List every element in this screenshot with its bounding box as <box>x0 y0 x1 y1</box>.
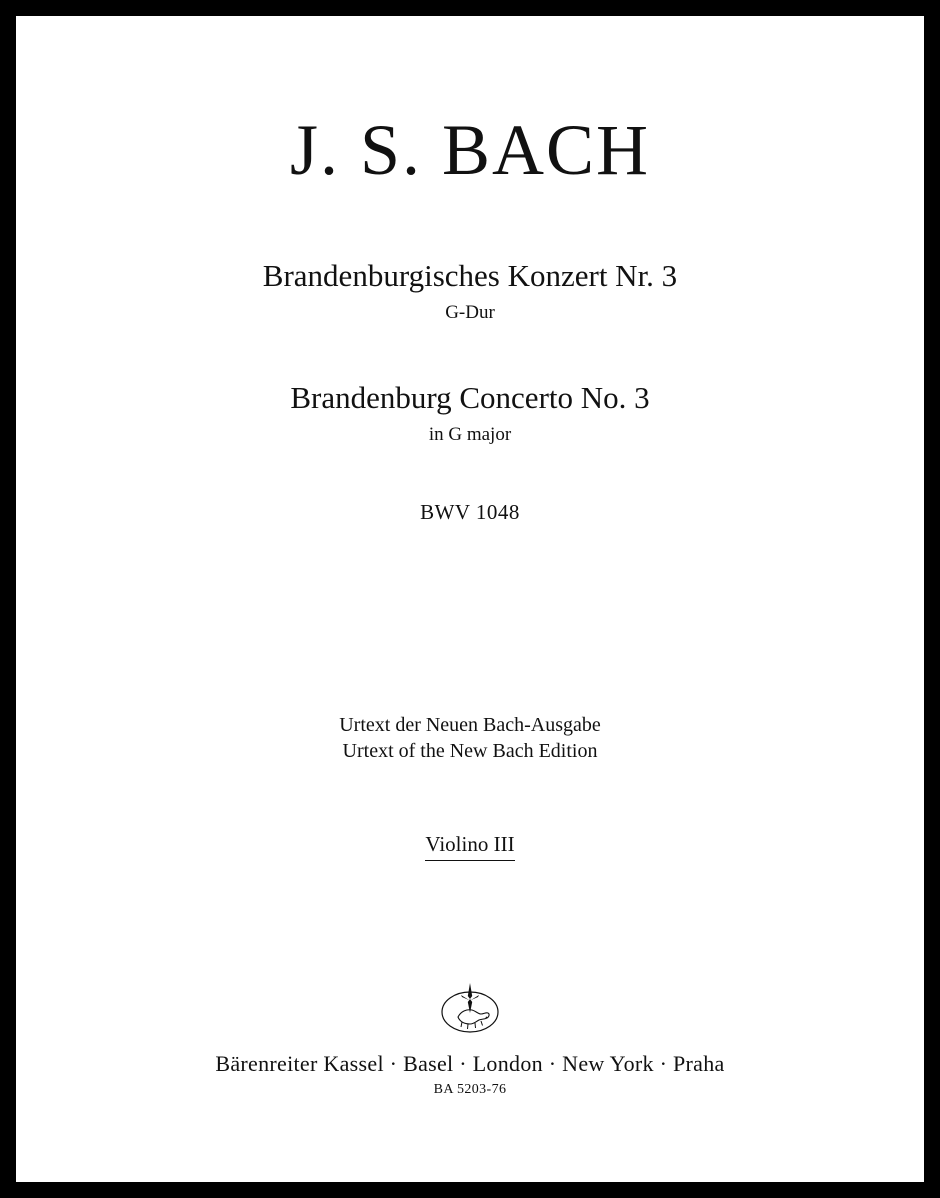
catalog-number: BWV 1048 <box>420 500 520 525</box>
plate-number: BA 5203-76 <box>433 1081 507 1097</box>
cover-page <box>16 16 924 1182</box>
cover-content <box>16 16 924 1182</box>
work-key-english: in G major <box>428 424 512 446</box>
urtext-note <box>339 713 601 764</box>
urtext-note-german: Urtext der Neuen Bach-Ausgabe <box>339 714 601 737</box>
work-key-german: G-Dur <box>445 301 495 323</box>
composer-name: J. S. BACH <box>289 110 651 190</box>
publisher-line: Bärenreiter Kassel · Basel · London · New York · Praha <box>215 1050 725 1076</box>
work-title-german: Brandenburgisches Konzert Nr. 3 <box>262 258 678 293</box>
part-designation: Violino III <box>425 832 514 860</box>
urtext-note-english: Urtext of the New Bach Edition <box>342 739 598 762</box>
work-title-english: Brandenburg Concerto No. 3 <box>290 379 650 415</box>
barenreiter-lamb-logo <box>433 979 507 1037</box>
